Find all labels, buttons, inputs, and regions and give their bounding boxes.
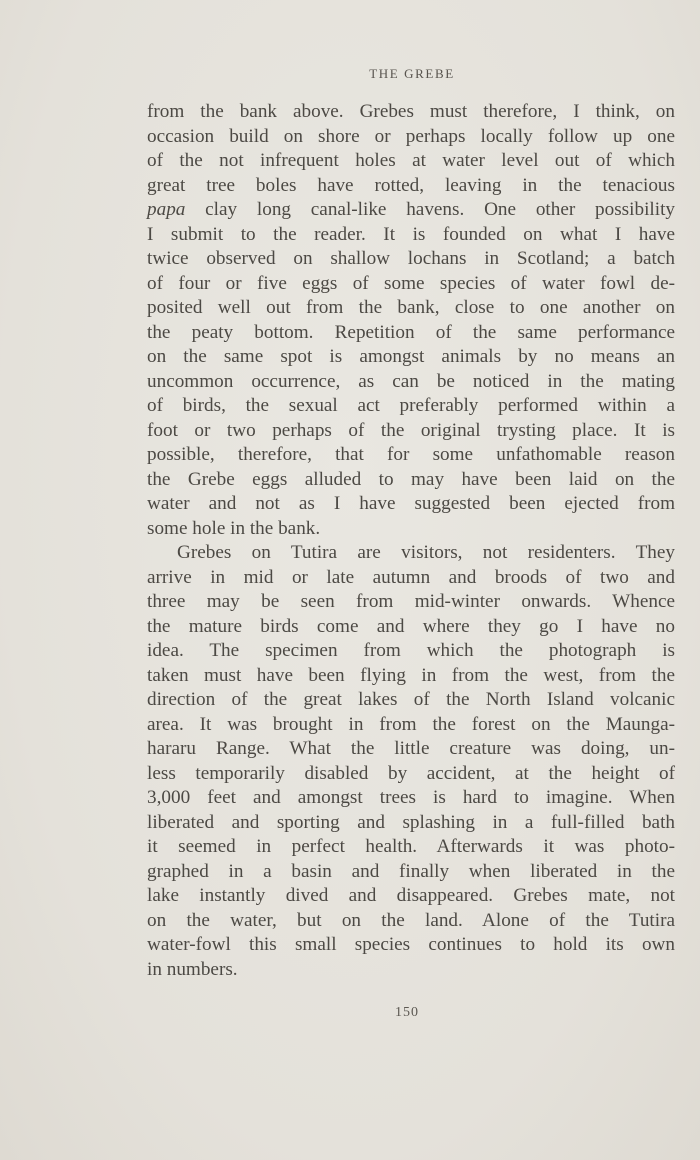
text-line: in numbers. <box>147 958 238 980</box>
text-line: papa clay long canal-like havens. One other possibility <box>147 199 675 220</box>
text-line: taken must have been flying in from the west, from the <box>147 664 675 686</box>
text-line: the peaty bottom. Repetition of the same performance <box>147 321 675 343</box>
text-line: less temporarily disabled by accident, at the height of <box>147 762 675 784</box>
text-line: hararu Range. What the little creature was doing, un- <box>147 738 675 759</box>
text-line: possible, therefore, that for some unfathomable reason <box>147 444 675 465</box>
text-line: of four or five eggs of some species of water fowl de- <box>147 272 675 294</box>
text-line: arrive in mid or late autumn and broods of two and <box>147 566 675 588</box>
paragraph <box>147 541 675 982</box>
text-line: occasion build on shore or perhaps locally follow up one <box>147 125 675 147</box>
paragraph <box>147 100 675 541</box>
text-line: 3,000 feet and amongst trees is hard to imagine. When <box>147 787 675 808</box>
text-line: three may be seen from mid-winter onwards. Whence <box>147 591 675 612</box>
text-line: water-fowl this small species continues to hold its own <box>147 934 675 955</box>
running-head: THE GREBE <box>369 66 455 81</box>
text-line: idea. The specimen from which the photograph is <box>147 640 675 661</box>
text-line: some hole in the bank. <box>147 517 321 539</box>
text-line: twice observed on shallow lochans in Scotland; a batch <box>147 248 675 269</box>
text-line: I submit to the reader. It is founded on what I have <box>147 223 675 245</box>
text-line: lake instantly dived and disappeared. Grebes mate, not <box>147 885 675 906</box>
text-line: from the bank above. Grebes must therefore, I think, on <box>147 101 675 122</box>
text-line: liberated and sporting and splashing in a full-filled bath <box>147 811 675 833</box>
text-line: uncommon occurrence, as can be noticed in the mating <box>147 370 675 392</box>
text-line: the Grebe eggs alluded to may have been laid on the <box>147 468 675 490</box>
body-text <box>147 100 675 982</box>
page-number: 150 <box>395 1005 419 1020</box>
text-line: posited well out from the bank, close to one another on <box>147 297 675 318</box>
text-line: foot or two perhaps of the original trysting place. It is <box>147 419 675 441</box>
text-line: it seemed in perfect health. Afterwards it was photo- <box>147 836 675 857</box>
text-line: Grebes on Tutira are visitors, not residenters. They <box>177 542 675 563</box>
text-line: on the water, but on the land. Alone of the Tutira <box>147 909 675 931</box>
text-line: area. It was brought in from the forest on the Maunga- <box>147 713 675 735</box>
text-line: on the same spot is amongst animals by no means an <box>147 346 675 367</box>
text-line: great tree boles have rotted, leaving in the tenacious <box>147 174 675 196</box>
text-line: of the not infrequent holes at water level out of which <box>147 150 675 171</box>
text-line: water and not as I have suggested been ejected from <box>147 493 675 514</box>
text-line: direction of the great lakes of the North Island volcanic <box>147 689 675 710</box>
text-line: of birds, the sexual act preferably performed within a <box>147 395 675 416</box>
text-line: graphed in a basin and finally when liberated in the <box>147 860 675 882</box>
text-line: the mature birds come and where they go I have no <box>147 615 675 637</box>
